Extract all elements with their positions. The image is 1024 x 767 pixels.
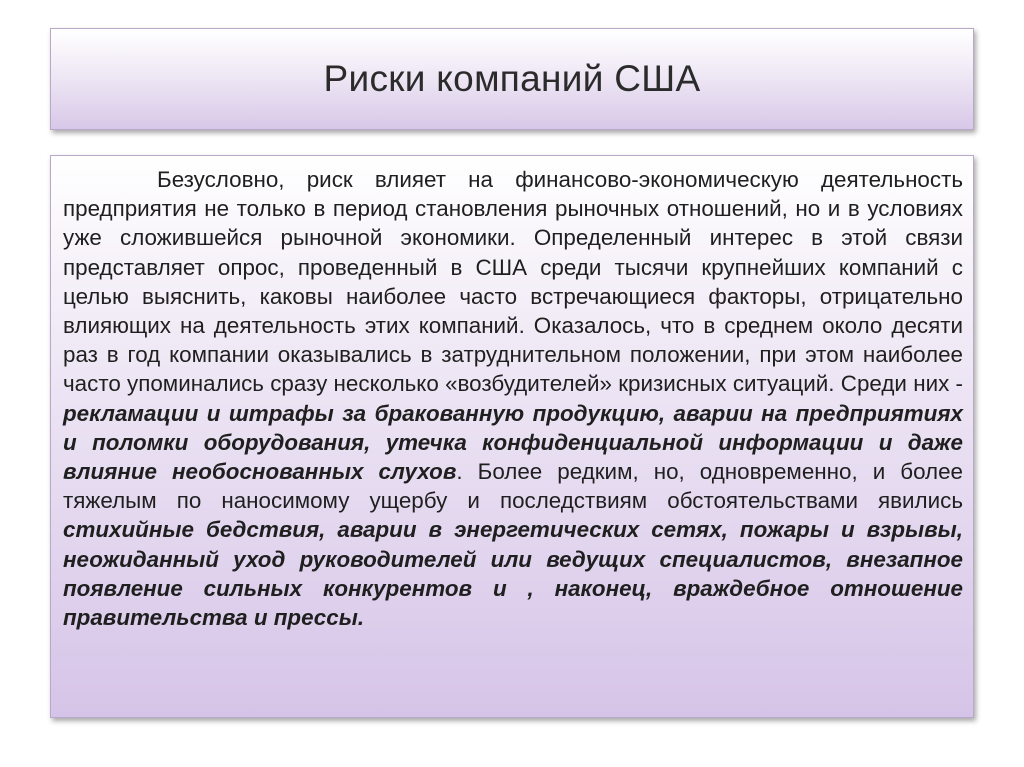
text-segment: Безусловно, риск влияет на финансово-экономическую деятельность предприятия не только в период становления рыночных отношений, но и в условиях уже сложившейся рыночной экономики. Определенный интерес в этой связи представляет опрос, проведенный в США среди тысячи крупнейших компаний с целью выяснить, каковы наиболее часто встречающиеся факторы, отрицательно влияющих на деятельность этих компаний. Оказалось, что в среднем около десяти раз в год компании оказывались в затруднительном положении, при этом наиболее часто упоминались сразу несколько «возбудителей» кризисных ситуаций. Среди них - (63, 167, 963, 397)
body-paragraph (63, 165, 963, 632)
text-segment: . Более редким, но, одновременно, и более тяжелым по наносимому ущербу и последствиям обстоятельствами явились (63, 459, 963, 514)
title-box (50, 28, 974, 130)
slide-title: Риски компаний США (323, 58, 701, 99)
content-box (50, 155, 974, 718)
emphasized-text-segment: стихийные бедствия, аварии в энергетических сетях, пожары и взрывы, неожиданный уход руководителей или ведущих специалистов, внезапное появление сильных конкурентов и , наконец, враждебное отношение правительства и прессы. (63, 517, 963, 631)
emphasized-text-segment: рекламации и штрафы за бракованную продукцию, аварии на предприятиях и поломки оборудования, утечка конфиденциальной информации и даже влияние необоснованных слухов (63, 400, 963, 485)
